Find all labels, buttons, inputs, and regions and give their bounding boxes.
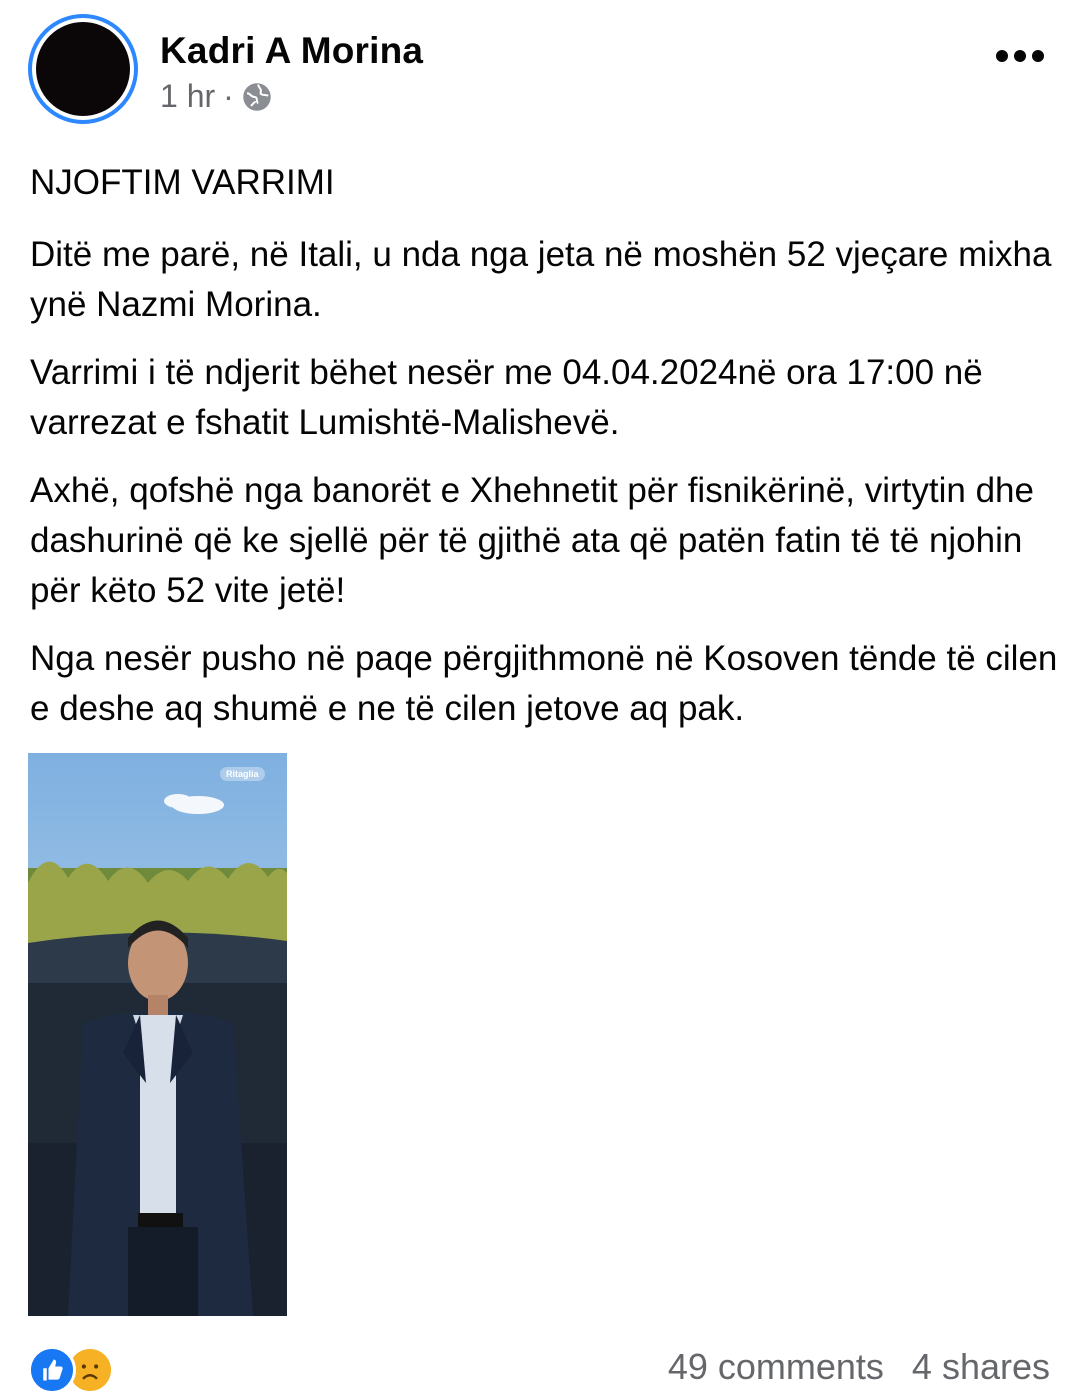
post-body: [30, 158, 1060, 752]
post-paragraph: Nga nesër pusho në paqe përgjithmonë në Kosoven tënde të cilen e deshe aq shumë e ne të cilen jetove aq pak.: [30, 639, 1058, 728]
photo-illustration: [28, 753, 287, 1316]
dot-icon: [1032, 50, 1044, 62]
shares-count[interactable]: 4 shares: [911, 1346, 1050, 1387]
post-stats: [668, 1346, 1050, 1388]
post-paragraph: Axhë, qofshë nga banorët e Xhehnetit për fisnikërinë, virtytin dhe dashurinë që ke sjellë për të gjithë ata që patën fatin të të njohin për këto 52 vite jetë!: [30, 471, 1034, 610]
post-heading: NJOFTIM VARRIMI: [30, 163, 335, 202]
dot-icon: [1014, 50, 1026, 62]
post-meta: [160, 78, 272, 115]
post-photo[interactable]: [28, 753, 287, 1316]
avatar[interactable]: [28, 14, 138, 124]
post-paragraph: Ditë me parë, në Itali, u nda nga jeta në moshën 52 vjeçare mixha ynë Nazmi Morina.: [30, 235, 1052, 324]
author-name[interactable]: Kadri A Morina: [160, 30, 424, 71]
avatar-image: [36, 22, 130, 116]
post-paragraph: Varrimi i të ndjerit bëhet nesër me 04.04.2024në ora 17:00 në varrezat e fshatit Lumishtë-Malishevë.: [30, 353, 983, 442]
dot-icon: [996, 50, 1008, 62]
globe-icon[interactable]: [242, 82, 272, 112]
post-time[interactable]: 1 hr: [160, 78, 216, 114]
photo-badge: Ritaglia: [220, 767, 265, 781]
comments-count[interactable]: 49 comments: [667, 1346, 884, 1387]
more-options-button[interactable]: [996, 50, 1044, 62]
meta-separator: ·: [223, 78, 234, 114]
like-icon: [28, 1346, 76, 1394]
reactions-summary[interactable]: [28, 1346, 114, 1394]
